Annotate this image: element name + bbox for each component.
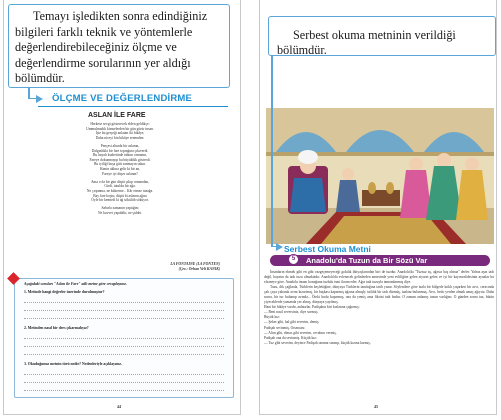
poem-line: Öyle bir kemirdi ki ağ sökülüb söküyor. [91,198,149,203]
page-number-left: 44 [117,404,121,409]
poem-line: Dalgınlıkla bir fare toprağına çıkıverdi. [91,148,149,153]
palace-scene-image [266,108,494,244]
callout-arrow-right-icon [276,243,283,251]
poem-line: Daha niceyi bin hikâye senenden: [95,135,145,140]
story-paragraph: — Tuz gibi severim, deyince Padişah onuma sınınıp, küçük kızına kızmış. [264,340,371,345]
poem-line: Pençesi altında bir aslanın, [100,143,140,148]
poem-line: Fareye iyi düşer aslanın? [102,171,138,176]
poem-line: İşte bu gerçeği anlatan iki hikâye, [95,131,145,136]
story-paragraph: Padişah sevinmiş. Ortancası: [264,325,306,330]
callout-free-reading-note: Serbest okuma metninin verildiği bölümdür. [268,16,496,56]
story-paragraph: Büyük kız: [264,315,280,320]
poem-stanza [40,180,200,203]
answer-line[interactable] [24,390,224,391]
story-number-badge: 5 [288,254,299,265]
page-number-right: 45 [374,404,378,409]
story-paragraph: Padişah ona da sevinmiş. Küçük kız: [264,335,317,340]
poem-line: Ama o da bir gün düştü çıkıp ormandan, [90,179,150,184]
poem-line: Ummulmadık kimselerden bir gün görür insan. [86,126,154,131]
poem-line: Kimin aklına gelir ki bir an, [99,166,141,171]
story-paragraph: İnsanların ekmek gibi en gibi vazgeçemeyeceği gıdalık ihtiyaçlarından biri de tuzdur. Anadolu'da "Tuzsuz aş, ağzsız baş olmaz" derler. Yalnız aşın tadı değil, hayatın da tadı tuzu olmaktadır. Anadolu'da evlenecek gelinlerden annesinde yeni evliliğine gelen ziyaret gelen ve iyi bir kayınvalidesinin aynalar bu efsaneye göre. Anadolu insanı konuğuna tuzlulu ismi ikram eder. Ağız tadı tuzuyla tamamlanmış diye. [264,270,494,285]
quiz-question-1: 1. Metinde hangi değerler üzerinde durulmuştur? [24,290,105,294]
quiz-question-3: 3. Okuduğunuz metnin türü nedir? Nedenleriyle açıklayınız. [24,362,122,366]
answer-line[interactable] [24,318,224,319]
quiz-question-2: 2. Metinden nasıl bir ders çıkarmalıyız? [24,326,89,330]
answer-line[interactable] [24,338,224,339]
callout-arrow-left-icon [36,95,43,103]
story-title: Anadolu'da Tuzun da Bir Sözü Var [306,256,428,265]
story-paragraph: — Beni nasıl seversiniz, diye sormuş. [264,310,319,315]
story-body [264,270,494,346]
poem-attribution [110,262,220,272]
poem-stanza [40,122,200,140]
poem-stanza [40,206,200,215]
story-illustration [266,108,494,244]
poem-line: Herkese sevgi gösterecek elden geldikçe: [90,122,150,126]
poem-title: ASLAN İLE FARE [88,112,146,119]
answer-line[interactable] [24,346,224,347]
poem-line: Ne kuvvet yapabilir, ne şiddet. [98,210,142,215]
poem-line: Bay fare koştu; düştü bi aslanın ağını [93,193,147,198]
story-paragraph: Hani bir hikâye vardır, anlatırlar. Padişahın biri kızlarına çağırmış: [264,305,360,310]
poem-line: Fareye dokunmayıp bu büyüklük gösterdi. [89,157,151,162]
attribution-author: LA FONTAINE (LA FONTEN) [170,262,220,266]
story-paragraph: Tuzu, dik çağlarda, Türklerin keşfettiğine, dünyaya Türklerin tanıttığına tarih yazar. Söylenilere göre tuzla bir bölgede kıtlık yaşarken bir avcı, ceracında çalı çaya yakarak avını kızartmış, bir başkası kaparmış ağzına almışly tatlılık bir tadı dürmüş, tuzlanı bulunmuş. Avcı, bedo yerden almak amaç ağıyou. Daha sonra, bir tur bulunup avında... Öteki budu koparmış, ona da yemiş ama fikrini tadı budur. O zaman anlamış tuzun varlığını. O günden sonra tuz, bütün yiyeceklerde yamanda yer almış, dünyaya yayılmış. [264,285,494,305]
story-paragraph: — Altın gibi, elmas gibi severim, cevabını vermiş. [264,330,337,335]
callout-evaluation-note: Temayı işledikten sonra edindiğiniz bilgileri farklı teknik ve yöntemlerle değerlendirebileceğiniz ölçme ve değerlendirme sorularının yer aldığı bölümdür. [8,4,230,88]
story-paragraph: — Şeker gibi, bal gibi severim, demiş. [264,320,320,325]
answer-line[interactable] [24,382,224,383]
poem-line: Girdi, tutuldu bir ağa. [104,184,136,189]
section-underline [38,106,228,107]
poem-body [40,122,200,219]
poem-line: Sabırla zamanın yaptığını [101,206,139,211]
answer-line[interactable] [24,374,224,375]
callout-connector-right [271,56,273,246]
poem-line: Bu iyiliği boşa gitti sanmayın sakın. [94,162,146,167]
section-title-evaluation: ÖLÇME VE DEĞERLENDİRME [52,93,193,104]
callout-connector-left [28,88,30,98]
quiz-instructions: Aşağıdaki soruları "Aslan ile Fare" adlı metne göre cevaplayınız. [24,282,127,286]
free-reading-label: Serbest Okuma Metni [284,244,371,254]
poem-stanza [40,144,200,176]
answer-line[interactable] [24,354,224,355]
attribution-translator: (Çev.: Orhan Veli KANIK) [178,267,220,271]
answer-line[interactable] [24,302,224,303]
poem-line: Ne çırpınma, ne kükreme... Kâr etmez tuzağa. [86,188,154,193]
poem-line: Bu hayalı kudretinde tahtını ormanın, [93,153,147,158]
answer-line[interactable] [24,310,224,311]
